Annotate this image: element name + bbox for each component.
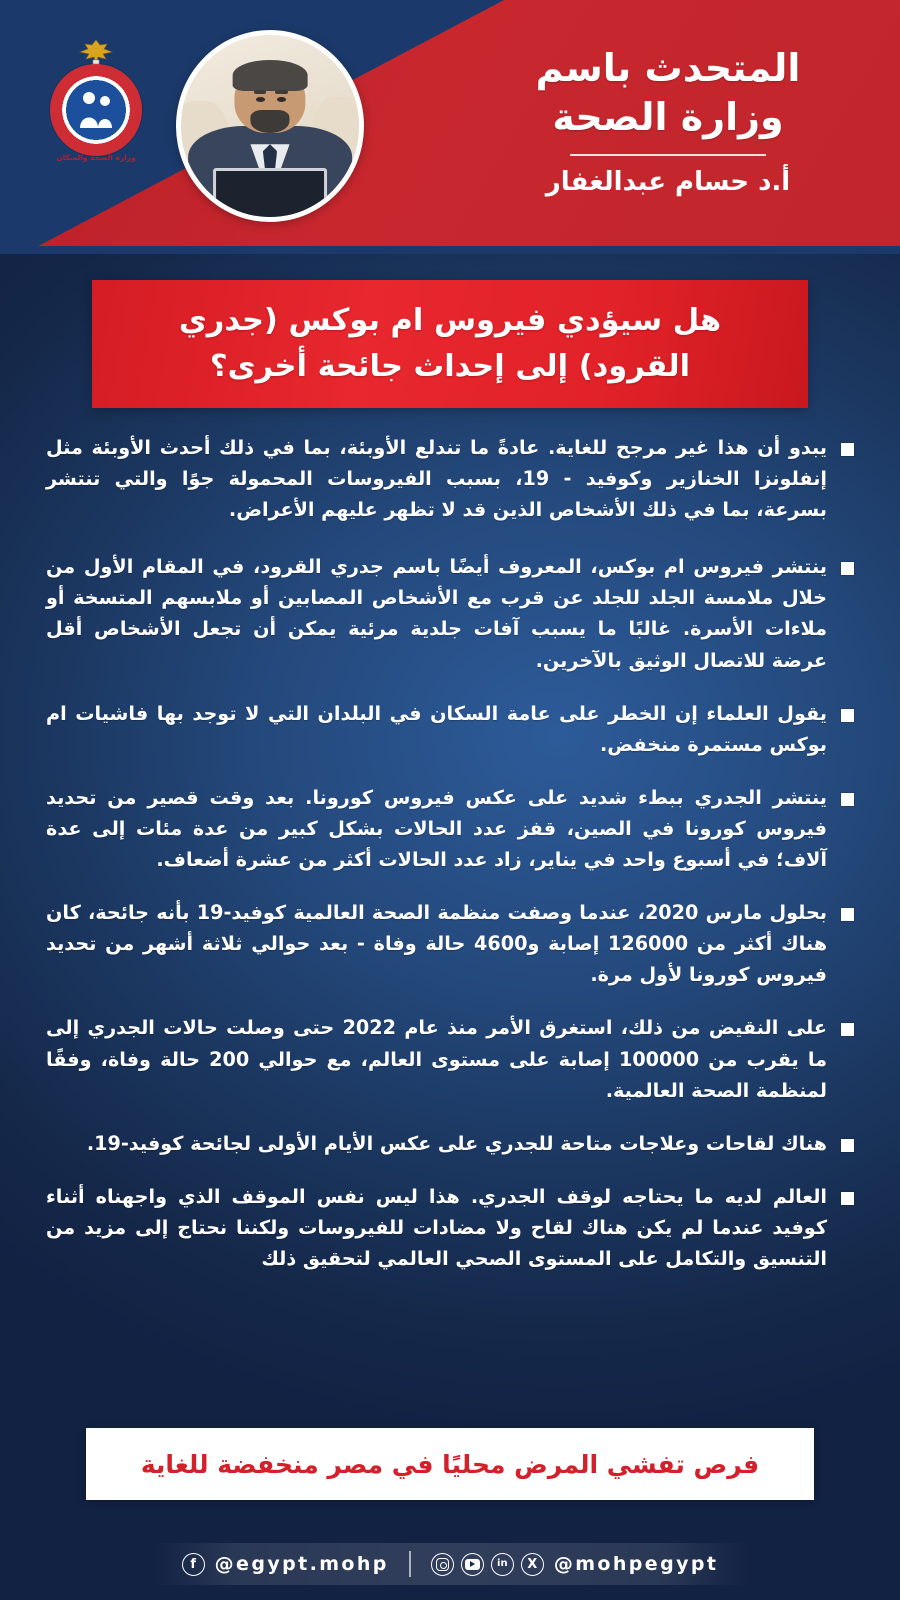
bullet-square-icon (841, 1139, 854, 1152)
list-item (46, 1012, 854, 1105)
bullet-list (46, 432, 854, 1296)
header-text-block (472, 44, 864, 197)
list-item (46, 432, 854, 525)
facebook-icon[interactable]: f (182, 1553, 205, 1576)
linkedin-icon[interactable]: in (491, 1553, 514, 1576)
conclusion-banner (86, 1428, 814, 1500)
bullet-text: بحلول مارس 2020، عندما وصفت منظمة الصحة العالمية كوفيد-19 بأنه جائحة، كان هناك أكثر من 126000 إصابة و4600 حالة وفاة - بعد حوالي ثلاثة أشهر من تحديد فيروس كورونا لأول مرة. (46, 901, 828, 987)
bullet-square-icon (841, 908, 854, 921)
x-twitter-icon[interactable]: X (521, 1553, 544, 1576)
portrait-image (181, 35, 359, 217)
other-handle[interactable]: @mohpegypt (553, 1553, 719, 1575)
bullet-square-icon (841, 1192, 854, 1205)
header-subtitle: أ.د حسام عبدالغفار (545, 167, 791, 198)
family-figures-icon (73, 90, 119, 130)
bullet-square-icon (841, 562, 854, 575)
spokesperson-portrait (176, 30, 364, 222)
bullet-text: يبدو أن هذا غير مرجح للغاية. عادةً ما تندلع الأوبئة، بما في ذلك أحدث الأوبئة مثل إنفلونزا الخنازير وكوفيد - 19، بسبب الفيروسات المحمولة جوًا والتي تنتشر بسرعة، بما في ذلك الأشخاص الذين قد لا تظهر عليهم الأعراض. (46, 436, 827, 522)
list-item (46, 698, 854, 760)
header-divider (570, 154, 766, 156)
bullet-square-icon (841, 793, 854, 806)
bullet-text: ينتشر فيروس ام بوكس، المعروف أيضًا باسم جدري القرود، في المقام الأول من خلال ملامسة الجلد للجلد عن قرب مع الأشخاص المصابين أو ملابسهم المتسخة أو ملاءات الأسرة. غالبًا ما يسبب آفات جلدية مرئية يمكن أن تجعل الأشخاص أقل عرضة للاتصال الوثيق بالآخرين. (46, 555, 827, 672)
bullet-square-icon (841, 443, 854, 456)
social-strip (152, 1543, 749, 1585)
list-item (46, 1181, 854, 1274)
list-item (46, 551, 854, 675)
footer-divider (409, 1551, 411, 1577)
bullet-text: على النقيض من ذلك، استغرق الأمر منذ عام 2022 حتى وصلت حالات الجدري إلى ما يقرب من 100000 إصابة على مستوى العالم، مع حوالي 200 حالة وفاة، وفقًا لمنظمة الصحة العالمية. (46, 1016, 827, 1102)
bullet-square-icon (841, 709, 854, 722)
youtube-icon[interactable] (461, 1553, 484, 1576)
bullet-text: ينتشر الجدري ببطء شديد على عكس فيروس كورونا. بعد وقت قصير من تحديد فيروس كورونا في الصين، قفز عدد الحالات بشكل كبير من عدة مئات إلى عدة آلاف؛ في أسبوع واحد في يناير، زاد عدد الحالات أكثر من عشرة أضعاف. (46, 785, 827, 872)
ministry-logo (48, 38, 144, 160)
bullet-text: يقول العلماء إن الخطر على عامة السكان في البلدان التي لا توجد بها فاشيات ام بوكس مستمرة منخفض. (46, 701, 827, 756)
conclusion-text: فرص تفشي المرض محليًا في مصر منخفضة للغاية (140, 1449, 760, 1479)
list-item (46, 782, 854, 875)
list-item (46, 1128, 854, 1159)
list-item (46, 897, 854, 990)
header-title-line2: وزارة الصحة (552, 94, 784, 139)
bullet-text: هناك لقاحات وعلاجات متاحة للجدري على عكس الأيام الأولى لجائحة كوفيد-19. (86, 1131, 827, 1155)
social-footer (0, 1528, 900, 1600)
instagram-icon[interactable] (431, 1553, 454, 1576)
facebook-handle[interactable]: @egypt.mohp (214, 1553, 389, 1575)
question-banner (92, 280, 808, 408)
page-title: هل سيؤدي فيروس ام بوكس (جدري القرود) إلى إحداث جائحة أخرى؟ (178, 302, 722, 384)
header-title-line1: المتحدث باسم (535, 46, 801, 90)
header-bottom-edge (0, 246, 900, 254)
header-banner (0, 0, 900, 252)
logo-caption: وزارة الصحة والسكان (56, 153, 136, 162)
bullet-text: العالم لديه ما يحتاجه لوقف الجدري. هذا ليس نفس الموقف الذي واجهناه أثناء كوفيد عندما لم يكن هناك لقاح ولا مضادات للفيروسات ولكننا نحتاج إلى مزيد من التنسيق والتكامل على المستوى الصحي العالمي لتحقيق ذلك (46, 1184, 827, 1270)
social-icon-group (431, 1553, 544, 1576)
bullet-square-icon (841, 1023, 854, 1036)
